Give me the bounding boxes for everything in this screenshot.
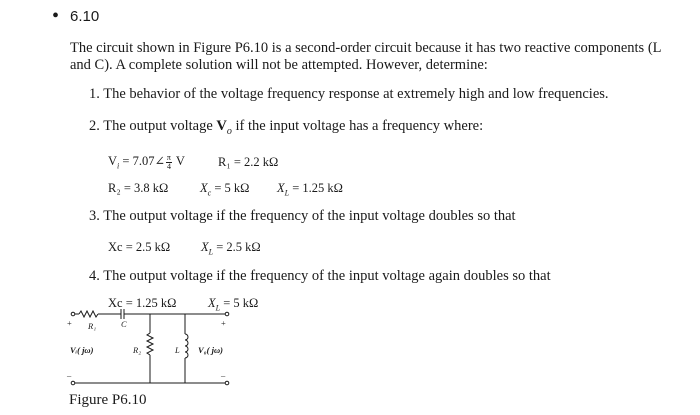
input-terminal-top xyxy=(71,312,75,316)
xl-symbol: X xyxy=(201,240,209,254)
output-terminal-top xyxy=(225,312,229,316)
vi-magnitude: = 7.07∠ xyxy=(119,154,165,168)
section-number: 6.10 xyxy=(70,8,100,25)
xc-symbol: X xyxy=(200,181,208,195)
q3-xl-equation xyxy=(201,240,261,257)
vi-subscript: i xyxy=(117,161,120,171)
xl-subscript: L xyxy=(208,247,214,257)
r1-equation: R₁ = 2.2 kΩ xyxy=(218,155,279,169)
figure-caption: Figure P6.10 xyxy=(69,392,147,408)
xc-subscript: c xyxy=(207,188,212,198)
output-terminal-bottom xyxy=(225,381,229,385)
r1-resistor xyxy=(79,311,98,317)
fraction-numerator: π xyxy=(166,152,171,162)
r2-equation: R₂ = 3.8 kΩ xyxy=(108,181,169,195)
xl-equation xyxy=(277,181,343,198)
question-3 xyxy=(89,208,516,225)
xl-value: = 5 kΩ xyxy=(220,296,259,310)
intro-line-1: The circuit shown in Figure P6.10 is a second-order circuit because it has two reactive components (L xyxy=(70,40,662,56)
c-label: C xyxy=(121,319,127,329)
output-plus-sign: + xyxy=(221,318,226,328)
xl-subscript: L xyxy=(215,303,221,313)
question-text: The output voltage if the frequency of the input voltage doubles so that xyxy=(103,208,516,224)
q3-xc-equation: Xc = 2.5 kΩ xyxy=(108,240,171,254)
fraction-denominator: 4 xyxy=(166,161,171,171)
xc-value: = 5 kΩ xyxy=(211,181,250,195)
xl-symbol: X xyxy=(208,296,216,310)
question-text-before: The output voltage xyxy=(103,118,217,134)
vo-symbol: V xyxy=(216,118,227,134)
question-text: The output voltage if the frequency of the input voltage again doubles so that xyxy=(103,268,551,284)
xl-value: = 1.25 kΩ xyxy=(289,181,343,195)
vout-label: V₀( jω) xyxy=(198,345,223,355)
question-text: The behavior of the voltage frequency response at extremely high and low frequencies. xyxy=(103,86,609,102)
output-minus-sign: – xyxy=(221,370,226,380)
input-plus-sign: + xyxy=(67,318,72,328)
question-number: 3. xyxy=(89,208,100,224)
r1-label: R₁ xyxy=(88,321,97,331)
phase-fraction xyxy=(166,154,172,171)
l-label: L xyxy=(175,345,180,355)
q4-xc-equation: Xc = 1.25 kΩ xyxy=(108,296,177,310)
question-2 xyxy=(89,118,483,137)
question-number: 4. xyxy=(89,268,100,284)
vin-label: Vᵢ( jω) xyxy=(70,345,94,355)
vo-subscript: o xyxy=(226,125,232,137)
vi-equation xyxy=(108,153,185,171)
r2-resistor xyxy=(147,333,153,355)
xl-subscript: L xyxy=(284,188,290,198)
question-text-after: if the input voltage has a frequency where: xyxy=(231,118,484,134)
vi-symbol: V xyxy=(108,154,118,168)
vi-unit: V xyxy=(172,154,185,168)
xl-symbol: X xyxy=(277,181,285,195)
intro-line-2: and C). A complete solution will not be attempted. However, determine: xyxy=(70,57,488,73)
bullet-icon: • xyxy=(52,5,60,27)
question-1 xyxy=(89,86,609,103)
r2-label: R₂ xyxy=(133,345,142,355)
xc-equation xyxy=(200,181,249,198)
question-number: 1. xyxy=(89,86,100,102)
input-terminal-bottom xyxy=(71,381,75,385)
xl-value: = 2.5 kΩ xyxy=(213,240,261,254)
inductor-coil xyxy=(185,334,188,358)
question-4 xyxy=(89,268,551,285)
input-minus-sign: – xyxy=(67,370,72,380)
question-number: 2. xyxy=(89,118,100,134)
